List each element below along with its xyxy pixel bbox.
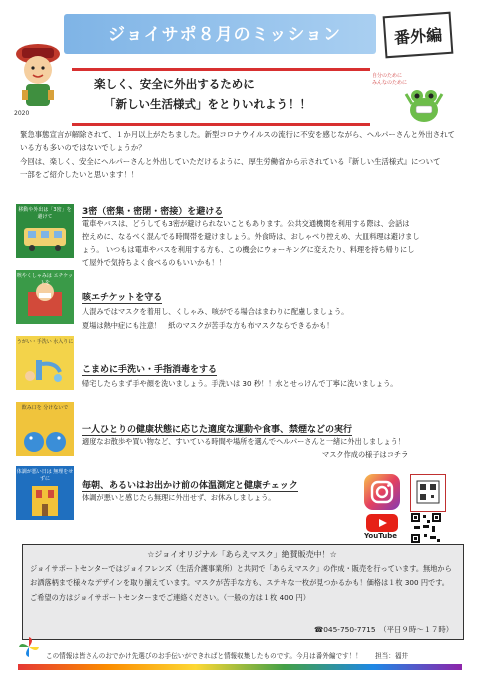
mission-3-panel-caption: うがい・手洗い 水入りに xyxy=(16,339,74,345)
mission-4-panel-caption: 飲み口を 分けないで xyxy=(21,405,69,411)
frog-caption-line-2: みんなのために xyxy=(372,80,408,86)
qr-code-icon[interactable] xyxy=(410,512,442,544)
joi-support-qr-card[interactable] xyxy=(410,474,446,512)
frog-caption-line-1: 自分のために xyxy=(372,73,403,79)
mission-4-title: 一人ひとりの健康状態に応じた適度な運動や食事、禁煙などの実行 xyxy=(82,422,352,436)
intro-line-2: いる方も多いのではないでしょうか？ xyxy=(20,143,146,152)
mask-video-link[interactable]: マスク作成の様子はコチラ xyxy=(322,450,409,459)
youtube-label: YouTube xyxy=(364,532,397,540)
instagram-icon[interactable] xyxy=(364,474,400,510)
mask-sale-line-1: ジョイサポートセンターではジョイフレンズ（生活介護事業所）と共同で「あらえマスク」の作成・販売を行っています。無地から xyxy=(30,564,452,573)
mission-1-body-line-2: 控えめに、なるべく混んでる時間帯を避けましょう。外食時は、おしゃべり控えめ、大皿料理は避けまし xyxy=(82,232,420,241)
mission-3-body-line-1: 帰宅したらまず手や顔を洗いましょう。手洗いは 30 秒！！水とせっけんで丁寧に洗いましょう。 xyxy=(82,379,398,388)
mask-sale-line-3: ご希望の方はジョイサポートセンターまでご連絡ください。（一般の方は１枚 400 円） xyxy=(30,593,310,602)
intro-line-1: 緊急事態宣言が解除されて、１か月以上がたちました。新型コロナウイルスの流行に不安を感じながら、ヘルパーさんと外出されて xyxy=(20,130,455,139)
mission-1-body-line-4: て屋外で気持ちよく食べるのもいいかも！！ xyxy=(82,258,226,267)
mask-sale-phone: ☎045-750-7715 （平日９時～１７時） xyxy=(314,625,454,634)
year-label: 2020 xyxy=(14,110,30,117)
youtube-icon[interactable] xyxy=(366,514,398,532)
page-title: ジョイサポ８月のミッション xyxy=(108,25,341,45)
mission-2-body-line-1: 人混みではマスクを着用し、くしゃみ、咳がでる場合はまわりに配慮しましょう。 xyxy=(82,307,349,316)
mission-4-body-line-1: 適度なお散歩や買い物など、すいている時間や場所を選んでヘルパーさんと一緒に外出しましょう！ xyxy=(82,437,405,446)
mission-1-panel-caption: 移動や外出は「3密」を避けて xyxy=(18,207,72,220)
rainbow-stripe xyxy=(18,664,462,670)
intro-line-3: 今回は、楽しく、安全にヘルパーさんと外出していただけるように、厚生労働省から示されている『新しい生活様式』について xyxy=(20,157,441,166)
mission-5-title: 毎朝、あるいはお出かけ前の体温測定と健康チェック xyxy=(82,478,298,492)
pinwheel-icon xyxy=(18,636,40,658)
mission-1-title: 3密（密集・密閉・密接）を避ける xyxy=(82,204,223,218)
intro-line-4: 一部をご紹介したいと思います！！ xyxy=(20,170,139,179)
special-edition-badge: 番外編 xyxy=(383,12,454,59)
mission-1-body-line-3: ょう。 いつもは電車やバスを利用する方も、この機会にウォーキングに変えたり、料理を持ち帰りにし xyxy=(82,245,415,254)
mission-5-panel-caption: 体調が悪い日は 無理をせずに xyxy=(16,469,74,482)
footer-note: この情報は皆さんのおでかけ先選びのお手伝いができればと情報収集したものです。今月は番外編です！！ 担当：福井 xyxy=(46,652,409,660)
mission-1-body-line-1: 電車やバスは、どうしても3密が避けられないこともあります。公共交通機関を利用する際は、会話は xyxy=(82,219,410,228)
mission-2-body-line-2: 夏場は熱中症にも注意！ 紙のマスクが苦手な方も布マスクならできるかも！ xyxy=(82,321,334,330)
mission-3-title: こまめに手洗い・手指消毒をする xyxy=(82,362,217,376)
mission-2-title: 咳エチケットを守る xyxy=(82,290,162,304)
frog-illustration xyxy=(402,84,446,124)
mission-5-body-line-1: 体調が悪いと感じたら無理に外出せず、お休みしましょう。 xyxy=(82,493,276,502)
subtitle-line-1: 楽しく、安全に外出するために xyxy=(94,77,255,91)
mission-2-panel-caption: 咳やくしゃみは エチケットを xyxy=(16,273,74,286)
mask-sale-line-2: お洒落柄まで様々なデザインを取り揃えています。マスクが苦手な方も、ステキな一枚が見つかるかも！価格は１枚 300 円です。 xyxy=(30,578,449,587)
mask-sale-title: ☆ジョイオリジナル「あらえマスク」絶賛販売中！☆ xyxy=(147,550,337,559)
mascot-illustration xyxy=(12,36,64,108)
subtitle-line-2: 「新しい生活様式」をとりいれよう！！ xyxy=(104,97,311,111)
